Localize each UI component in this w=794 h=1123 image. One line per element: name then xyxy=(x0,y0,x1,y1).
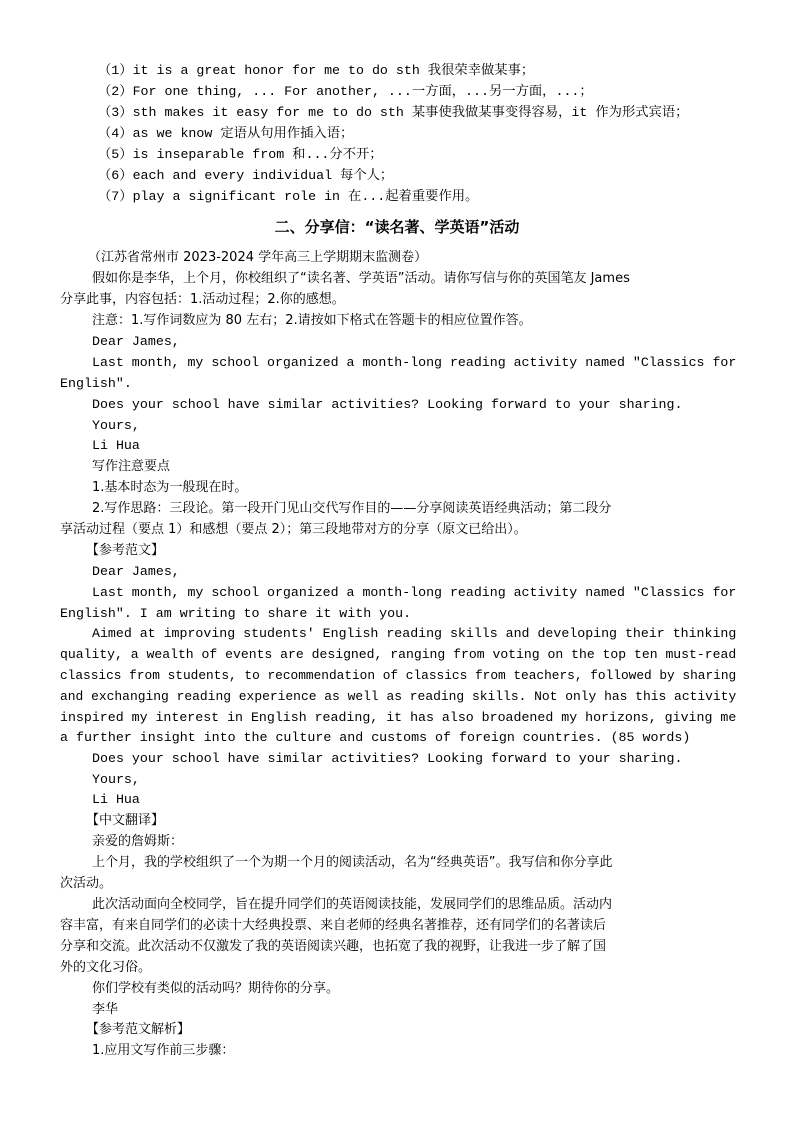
model-line-9: Does your school have similar activities? Looking forward to your sharing. xyxy=(92,751,683,766)
prompt-body-1: Last month, my school organized a month-long reading activity named "Classics for xyxy=(92,355,737,370)
phrase-1: （1）it is a great honor for me to do sth 我很荣幸做某事； xyxy=(98,63,535,78)
point-2-line-2: 享活动过程（要点 1）和感想（要点 2）；第三段地带对方的分享（原文已给出）。 xyxy=(60,522,527,537)
task-line-1: 假如你是李华，上个月，你校组织了“读名著、学英语”活动。请你写信与你的英国笔友 James xyxy=(92,271,630,286)
translation-line-1: 上个月，我的学校组织了一个为期一个月的阅读活动，名为“经典英语”。我写信和你分享此 xyxy=(92,855,613,870)
model-heading: 【参考范文】 xyxy=(86,543,165,558)
translation-line-2: 次活动。 xyxy=(60,876,113,891)
phrase-6: （6）each and every individual 每个人； xyxy=(98,168,394,183)
prompt-sign-2: Li Hua xyxy=(92,438,140,453)
translation-line-5: 分享和交流。此次活动不仅激发了我的英语阅读兴趣，也拓宽了我的视野，让我进一步了解了国 xyxy=(60,939,607,954)
model-line-7: inspired my interest in English reading, it has also broadened my horizons, giving me xyxy=(60,710,737,725)
points-heading: 写作注意要点 xyxy=(92,459,171,474)
section-title: 二、分享信：“读名著、学英语”活动 xyxy=(274,218,520,236)
translation-line-4: 容丰富，有来自同学们的必读十大经典投票、来自老师的经典名著推荐，还有同学们的名著读后 xyxy=(60,918,607,933)
phrase-7: （7）play a significant role in 在...起着重要作用。 xyxy=(98,189,479,204)
task-note: 注意：1.写作词数应为 80 左右；2.请按如下格式在答题卡的相应位置作答。 xyxy=(92,313,532,328)
phrase-4: （4）as we know 定语从句用作插入语； xyxy=(98,126,354,141)
point-1: 1.基本时态为一般现在时。 xyxy=(92,480,248,495)
task-line-2: 分享此事，内容包括：1.活动过程；2.你的感想。 xyxy=(60,292,345,307)
prompt-body-2: English". xyxy=(60,376,132,391)
translation-line-3: 此次活动面向全校同学，旨在提升同学们的英语阅读技能，发展同学们的思维品质。活动内 xyxy=(92,897,613,912)
translation-heading: 【中文翻译】 xyxy=(86,813,165,828)
prompt-closing: Does your school have similar activities? Looking forward to your sharing. xyxy=(92,397,683,412)
translation-line-6: 外的文化习俗。 xyxy=(60,960,152,975)
prompt-sign-1: Yours, xyxy=(92,418,140,433)
model-sign-2: Li Hua xyxy=(92,792,140,807)
model-line-1: Last month, my school organized a month-long reading activity named "Classics for xyxy=(92,585,737,600)
phrase-2: （2）For one thing, ... For another, ...一方面，...另一方面，...； xyxy=(98,84,593,99)
phrase-5: （5）is inseparable from 和...分不开； xyxy=(98,147,383,162)
prompt-greeting: Dear James, xyxy=(92,334,180,349)
model-line-2: English". I am writing to share it with you. xyxy=(60,606,412,621)
model-greeting: Dear James, xyxy=(92,564,180,579)
source-note: （江苏省常州市 2023-2024 学年高三上学期期末监测卷） xyxy=(88,250,428,265)
model-sign-1: Yours, xyxy=(92,772,140,787)
model-line-3: Aimed at improving students' English reading skills and developing their thinking xyxy=(92,626,737,641)
translation-line-7: 你们学校有类似的活动吗？期待你的分享。 xyxy=(92,981,340,996)
model-line-8: a further insight into the culture and customs of foreign countries. (85 words) xyxy=(60,730,691,745)
translation-greeting: 亲爱的詹姆斯： xyxy=(92,834,184,849)
point-2-line-1: 2.写作思路：三段论。第一段开门见山交代写作目的——分享阅读英语经典活动；第二段分 xyxy=(92,501,612,516)
analysis-heading: 【参考范文解析】 xyxy=(86,1022,191,1037)
phrase-3: （3）sth makes it easy for me to do sth 某事使我做某事变得容易，it 作为形式宾语； xyxy=(98,105,689,120)
analysis-step-1: 1.应用文写作前三步骤： xyxy=(92,1043,235,1058)
model-line-6: and exchanging reading experience as well as reading skills. Not only has this activity xyxy=(60,689,737,704)
translation-sign: 李华 xyxy=(92,1002,119,1017)
model-line-4: quality, a wealth of events are designed, ranging from voting on the top ten must-read xyxy=(60,647,737,662)
model-line-5: classics from students, to recommendation of classics from teachers, followed by sharing xyxy=(60,668,737,683)
